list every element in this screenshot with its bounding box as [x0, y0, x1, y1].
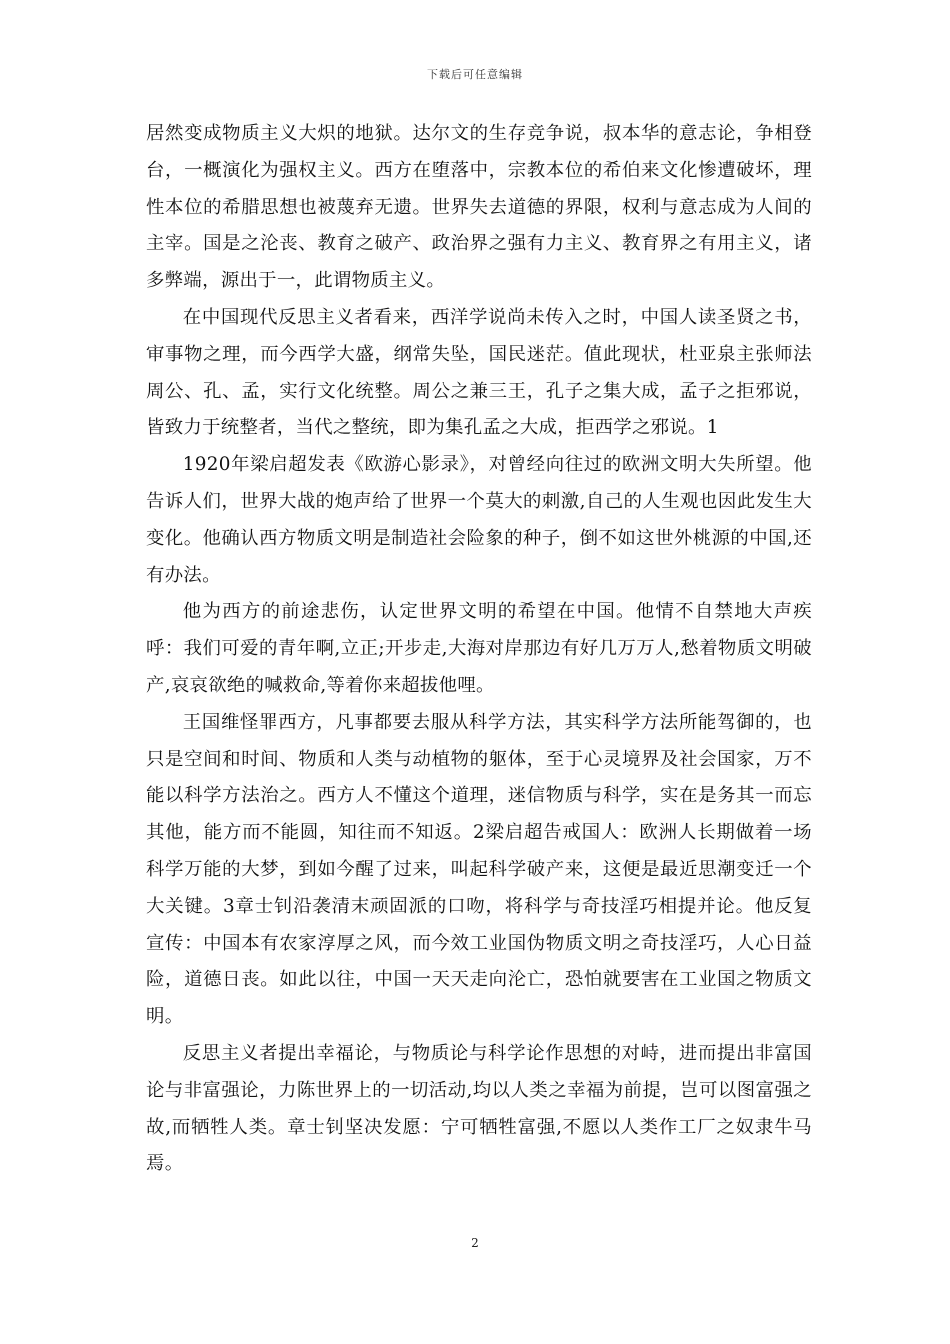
page-header-note: 下载后可任意编辑 — [427, 68, 523, 81]
paragraph: 反思主义者提出幸福论，与物质论与科学论作思想的对峙，进而提出非富国论与非富强论，力陈世界上的一切活动,均以人类之幸福为前提，岂可以图富强之故,而牺牲人类。章士钊坚决发愿：宁可牺牲富强,不愿以人类作工厂之奴隶牛马焉。 — [146, 1042, 812, 1175]
paragraph: 他为西方的前途悲伤，认定世界文明的希望在中国。他情不自禁地大声疾呼：我们可爱的青年啊,立正;开步走,大海对岸那边有好几万万人,愁着物质文明破产,哀哀欲绝的喊救命,等着你来超拔他哩。 — [146, 601, 812, 696]
paragraph: 居然变成物质主义大炽的地狱。达尔文的生存竞争说，叔本华的意志论，争相登台，一概演化为强权主义。西方在堕落中，宗教本位的希伯来文化惨遭破坏，理性本位的希腊思想也被蔑弃无遗。世界失去道德的界限，权利与意志成为人间的主宰。国是之沦丧、教育之破产、政治界之强有力主义、教育界之有用主义，诸多弊端，源出于一，此谓物质主义。 — [146, 123, 812, 292]
document-body — [146, 116, 812, 1183]
page-number: 2 — [471, 1236, 479, 1250]
paragraph: 在中国现代反思主义者看来，西洋学说尚未传入之时，中国人读圣贤之书，审事物之理，而今西学大盛，纲常失坠，国民迷茫。值此现状，杜亚泉主张师法周公、孔、孟，实行文化统整。周公之兼三王，孔子之集大成，孟子之拒邪说，皆致力于统整者，当代之整统，即为集孔孟之大成，拒西学之邪说。1 — [146, 306, 812, 439]
paragraph: 王国维怪罪西方，凡事都要去服从科学方法，其实科学方法所能驾御的，也只是空间和时间、物质和人类与动植物的躯体，至于心灵境界及社会国家，万不能以科学方法治之。西方人不懂这个道理，迷信物质与科学，实在是务其一而忘其他，能方而不能圆，知往而不知返。2梁启超告戒国人：欧洲人长期做着一场科学万能的大梦，到如今醒了过来，叫起科学破产来，这便是最近思潮变迁一个大关键。3章士钊沿袭清末顽固派的口吻，将科学与奇技淫巧相提并论。他反复宣传：中国本有农家淳厚之风，而今效工业国伪物质文明之奇技淫巧，人心日益险，道德日丧。如此以往，中国一天天走向沦亡，恐怕就要害在工业国之物质文明。 — [146, 711, 812, 1028]
paragraph: 1920年梁启超发表《欧游心影录》，对曾经向往过的欧洲文明大失所望。他告诉人们，世界大战的炮声给了世界一个莫大的刺激,自己的人生观也因此发生大变化。他确认西方物质文明是制造社会险象的种子，倒不如这世外桃源的中国,还有办法。 — [146, 454, 812, 586]
